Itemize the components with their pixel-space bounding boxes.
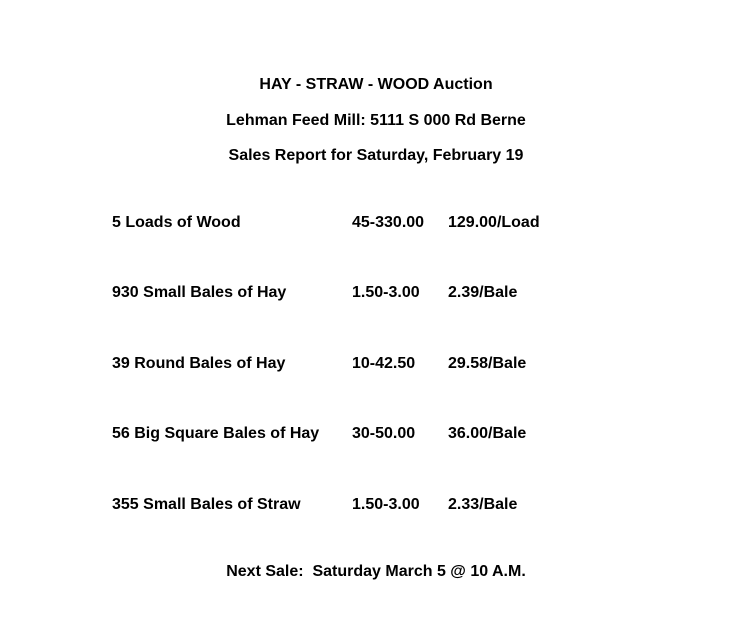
row-price-range: 10-42.50 xyxy=(352,355,416,372)
table-row xyxy=(0,423,747,445)
row-price-range: 1.50-3.00 xyxy=(352,496,420,513)
row-item: 5 Loads of Wood xyxy=(112,214,241,231)
table-row xyxy=(0,494,747,516)
row-item: 930 Small Bales of Hay xyxy=(112,284,287,301)
table-row xyxy=(0,353,747,375)
row-average-price: 2.39/Bale xyxy=(448,284,518,301)
table-row xyxy=(0,282,747,304)
report-date: Sales Report for Saturday, February 19 xyxy=(228,147,524,164)
row-average-price: 2.33/Bale xyxy=(448,496,518,513)
row-price-range: 1.50-3.00 xyxy=(352,284,420,301)
table-row xyxy=(0,212,747,234)
row-price-range: 30-50.00 xyxy=(352,425,416,442)
row-item: 56 Big Square Bales of Hay xyxy=(112,425,320,442)
row-item: 355 Small Bales of Straw xyxy=(112,496,301,513)
auction-location: Lehman Feed Mill: 5111 S 000 Rd Berne xyxy=(226,112,526,129)
auction-title: HAY - STRAW - WOOD Auction xyxy=(259,76,493,93)
row-average-price: 36.00/Bale xyxy=(448,425,527,442)
row-price-range: 45-330.00 xyxy=(352,214,425,231)
row-average-price: 129.00/Load xyxy=(448,214,540,231)
row-average-price: 29.58/Bale xyxy=(448,355,527,372)
row-item: 39 Round Bales of Hay xyxy=(112,355,286,372)
next-sale-notice: Next Sale: Saturday March 5 @ 10 A.M. xyxy=(226,563,526,580)
